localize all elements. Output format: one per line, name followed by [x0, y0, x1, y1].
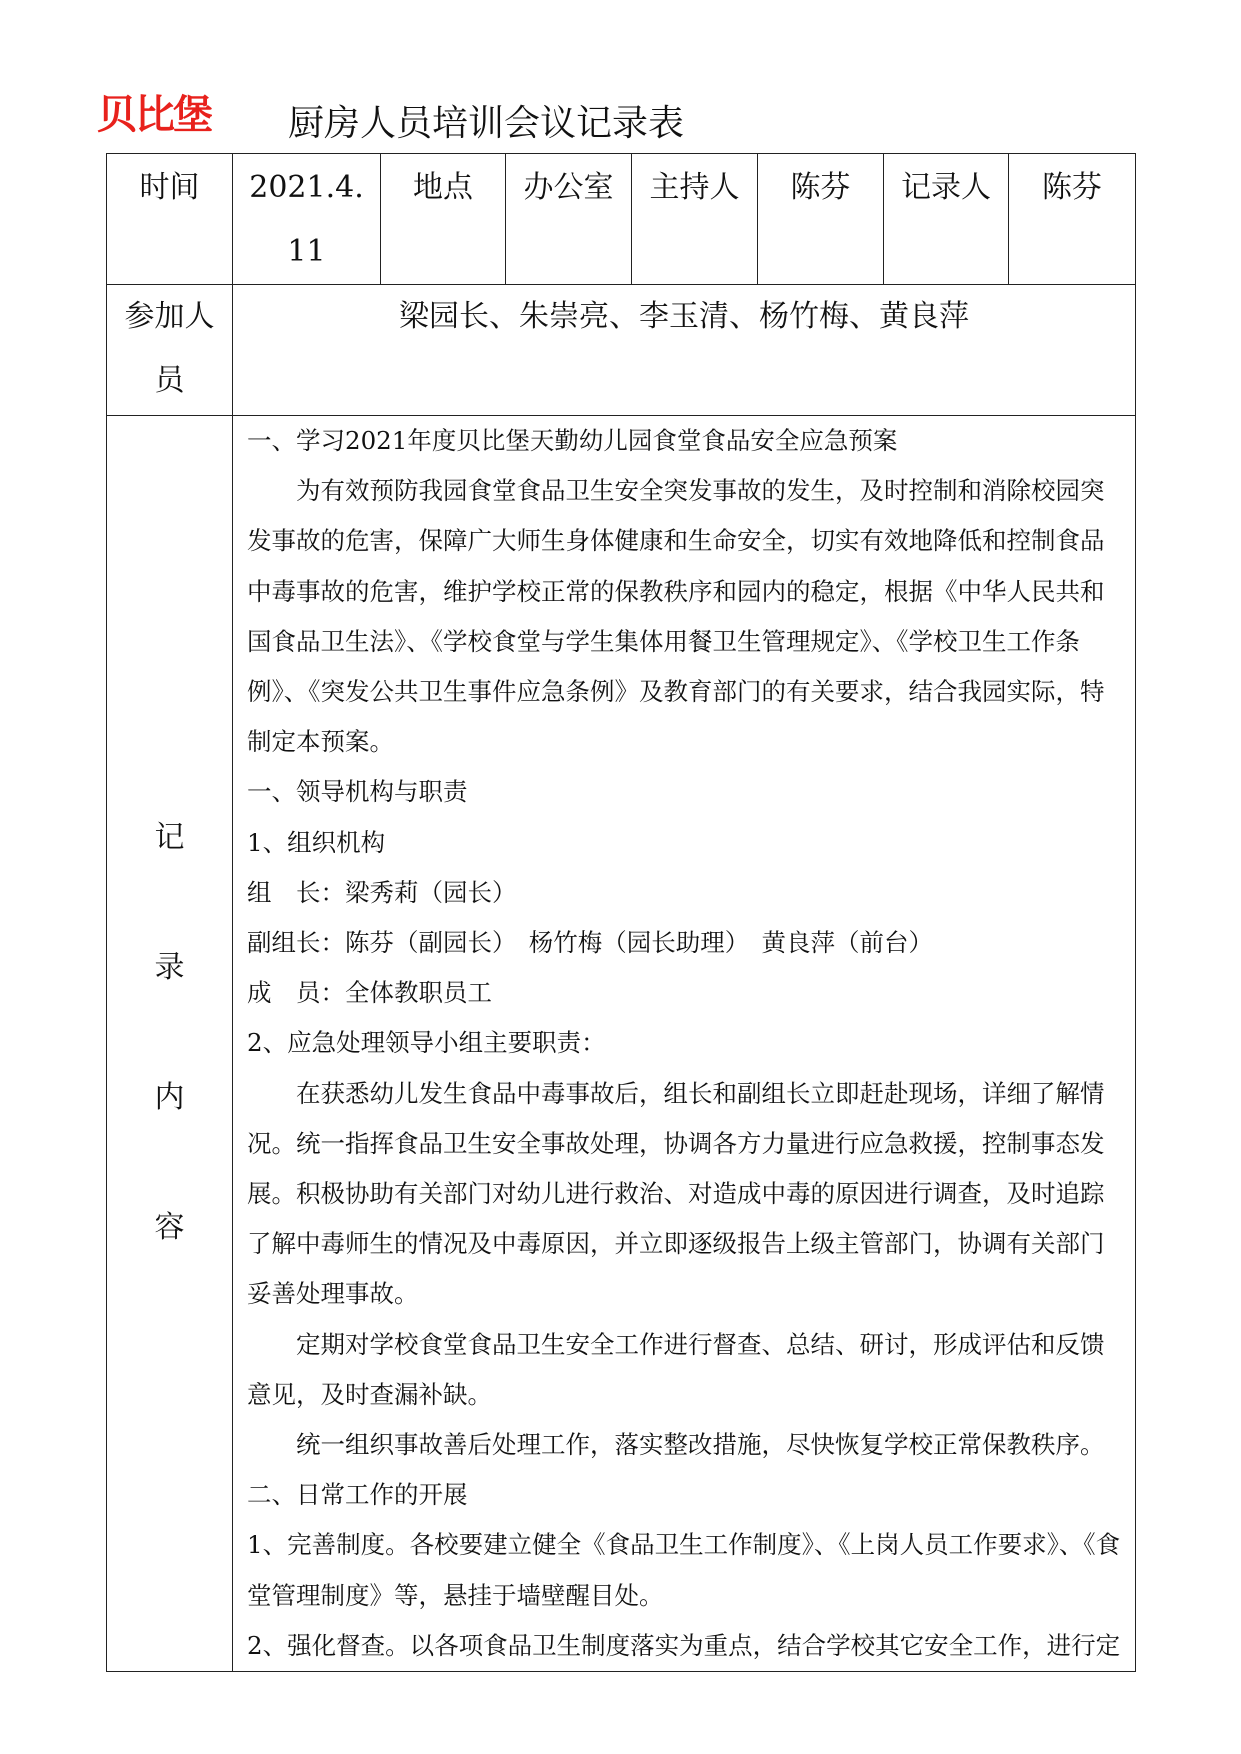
org-member-line: 副组长：陈芬（副园长） 杨竹梅（园长助理） 黄良萍（前台） — [247, 928, 933, 958]
record-label-char: 录 — [154, 950, 185, 985]
host-value-cell — [758, 154, 884, 285]
time-label-cell — [107, 154, 233, 285]
attendees-names: 梁园长、朱崇亮、李玉清、杨竹梅、黄良萍 — [233, 285, 1136, 416]
place-label-cell — [381, 154, 506, 285]
header-row — [107, 154, 1136, 285]
host-value: 陈芬 — [790, 170, 851, 205]
place-value-cell — [506, 154, 632, 285]
place-label: 地点 — [413, 170, 473, 205]
host-label: 主持人 — [649, 170, 740, 205]
meeting-record-table — [106, 153, 1136, 1672]
record-label-char: 容 — [154, 1210, 185, 1245]
time-label: 时间 — [139, 170, 200, 205]
org-member-line: 组 长：梁秀莉（园长） — [247, 877, 517, 907]
paragraph: 统一组织事故善后处理工作，落实整改措施，尽快恢复学校正常保教秩序。 — [296, 1430, 1105, 1460]
recorder-label-cell — [884, 154, 1009, 285]
record-label-char: 记 — [154, 820, 185, 855]
subheading: 1、组织机构 — [247, 827, 386, 857]
time-value-cell — [233, 154, 381, 285]
recorder-label: 记录人 — [901, 170, 991, 205]
subheading: 2、应急处理领导小组主要职责： — [247, 1028, 606, 1058]
section-heading: 一、学习2021年度贝比堡天勤幼儿园食堂食品安全应急预案 — [247, 426, 898, 455]
paragraph: 1、完善制度。各校要建立健全《食品卫生工作制度》、《上岗人员工作要求》、《食堂管理制度》等，悬挂于墙壁醒目处。 — [247, 1530, 1121, 1610]
attendees-row — [107, 285, 1136, 416]
org-member-line: 成 员：全体教职员工 — [247, 978, 492, 1008]
paragraph: 为有效预防我园食堂食品卫生安全突发事故的发生，及时控制和消除校园突发事故的危害，保障广大师生身体健康和生命安全，切实有效地降低和控制食品中毒事故的危害，维护学校正常的保教秩序和园内的稳定，根据《中华人民共和国食品卫生法》、《学校食堂与学生集体用餐卫生管理规定》、《学校卫生工作条例》、《突发公共卫生事件应急条例》及教育部门的有关要求，结合我园实际，特制定本预案。 — [247, 476, 1105, 757]
record-label-char: 内 — [154, 1080, 185, 1115]
paragraph: 定期对学校食堂食品卫生安全工作进行督查、总结、研讨，形成评估和反馈意见，及时查漏补缺。 — [247, 1329, 1105, 1409]
paragraph: 在获悉幼儿发生食品中毒事故后，组长和副组长立即赶赴现场，详细了解情况。统一指挥食品卫生安全事故处理，协调各方力量进行应急救援，控制事态发展。积极协助有关部门对幼儿进行救治、对造成中毒的原因进行调查，及时追踪了解中毒师生的情况及中毒原因，并立即逐级报告上级主管部门，协调有关部门妥善处理事故。 — [247, 1078, 1105, 1309]
record-content — [233, 416, 1136, 1672]
paragraph: 2、强化督查。以各项食品卫生制度落实为重点，结合学校其它安全工作，进行定 — [247, 1630, 1121, 1660]
record-row — [107, 416, 1136, 1672]
record-label-cell — [107, 416, 233, 1672]
attendees-label: 参加人员 — [107, 285, 233, 416]
host-label-cell — [632, 154, 758, 285]
section-heading: 一、领导机构与职责 — [247, 777, 468, 807]
brand-logo: 贝比堡 — [97, 92, 211, 138]
recorder-value: 陈芬 — [1042, 170, 1102, 205]
page-title: 厨房人员培训会议记录表 — [288, 103, 685, 144]
time-value: 2021.4.11 — [249, 170, 364, 269]
section-heading: 二、日常工作的开展 — [247, 1480, 468, 1510]
place-value: 办公室 — [523, 170, 614, 205]
recorder-value-cell — [1009, 154, 1136, 285]
